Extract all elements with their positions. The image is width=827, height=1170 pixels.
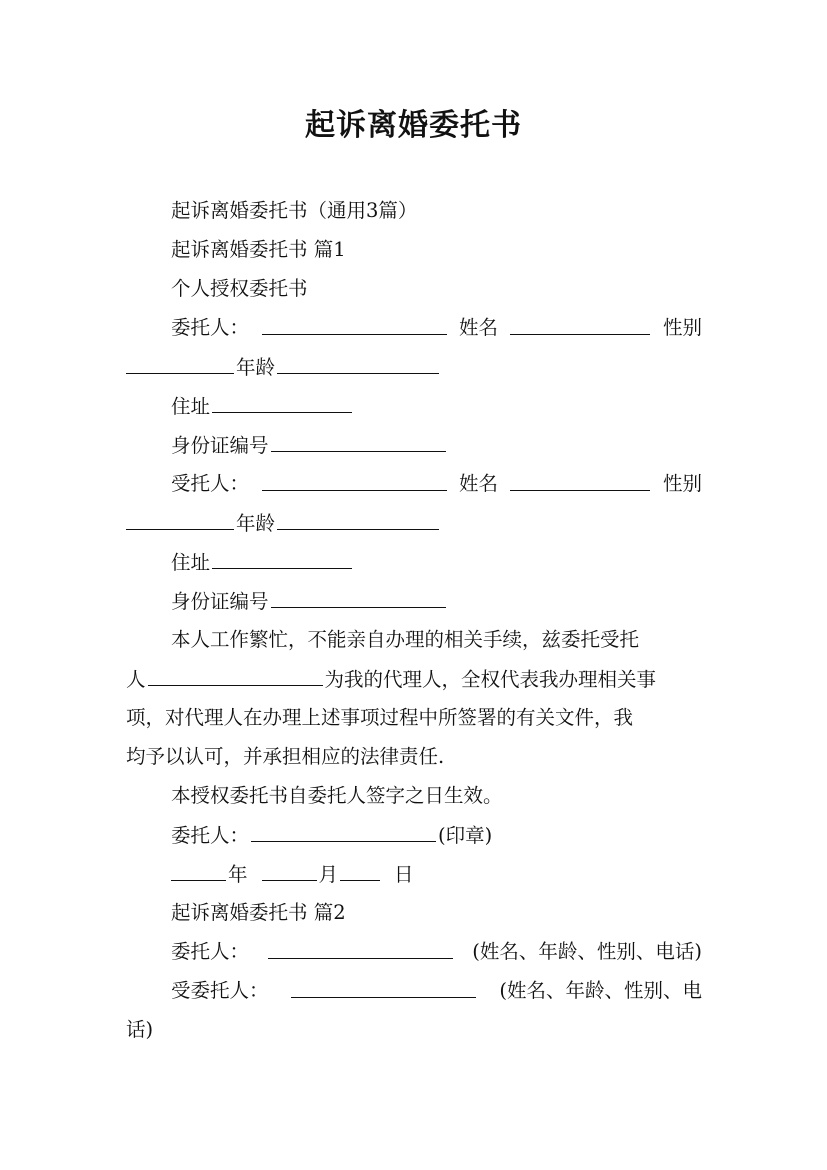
agent-label: 受托人：	[171, 472, 250, 495]
principal-label: 委托人：	[171, 316, 250, 339]
effective-text: 本授权委托书自委托人签字之日生效。	[171, 784, 503, 807]
agent-appoint-blank	[148, 664, 323, 686]
part2-heading: 起诉离婚委托书 篇2	[171, 901, 346, 924]
principal-gender-label: 性别	[662, 316, 702, 339]
date-line	[171, 859, 702, 890]
body-line-2	[126, 664, 702, 695]
agent-age-label: 年龄	[236, 512, 276, 535]
principal-address-blank	[212, 391, 352, 413]
subtitle: 起诉离婚委托书（通用3篇）	[171, 199, 418, 222]
agent-id-label: 身份证编号	[171, 590, 269, 613]
year-blank	[171, 859, 226, 881]
body-line-2-suffix: 为我的代理人，全权代表我办理相关事	[324, 668, 657, 691]
principal-address-line	[171, 391, 702, 422]
part2-agent-blank	[291, 976, 476, 998]
principal-gender-blank	[126, 352, 234, 374]
form-title: 个人授权委托书	[171, 277, 308, 300]
part2-principal-label: 委托人：	[171, 940, 250, 963]
principal-name-blank	[510, 313, 650, 335]
principal-name-label: 姓名	[458, 316, 498, 339]
page-title: 起诉离婚委托书	[305, 108, 522, 143]
agent-line	[171, 469, 702, 499]
body-line-2-prefix: 人	[126, 668, 146, 691]
agent-name-label: 姓名	[458, 472, 498, 495]
part2-agent-note: (姓名、年龄、性别、电	[499, 979, 702, 1002]
agent-age-line	[126, 508, 702, 539]
sign-blank	[251, 820, 436, 842]
principal-address-label: 住址	[171, 395, 211, 418]
part2-principal-line	[171, 937, 702, 967]
month-blank	[262, 859, 317, 881]
part2-agent-label: 受委托人：	[171, 979, 269, 1002]
day-blank	[340, 859, 380, 881]
principal-id-blank	[271, 430, 446, 452]
agent-address-line	[171, 547, 702, 578]
body-line-3: 项，对代理人在办理上述事项过程中所签署的有关文件，我	[126, 706, 634, 729]
principal-age-label: 年龄	[236, 356, 276, 379]
month-label: 月	[318, 863, 339, 886]
body-line-1: 本人工作繁忙，不能亲自办理的相关手续，兹委托受托	[171, 628, 640, 651]
agent-name-blank	[510, 469, 650, 491]
part2-agent-line	[171, 976, 702, 1006]
year-label: 年	[228, 863, 248, 886]
day-label: 日	[394, 863, 414, 886]
principal-blank	[262, 313, 447, 335]
seal-text: (印章)	[438, 824, 493, 847]
principal-age-blank	[277, 352, 439, 374]
signature-line	[171, 820, 702, 851]
sign-label: 委托人：	[171, 824, 250, 847]
body-line-4: 均予以认可，并承担相应的法律责任.	[126, 745, 445, 768]
agent-id-blank	[271, 586, 446, 608]
agent-address-label: 住址	[171, 551, 211, 574]
part2-principal-note: (姓名、年龄、性别、电话)	[472, 940, 702, 963]
part2-principal-blank	[268, 937, 453, 959]
part1-heading: 起诉离婚委托书 篇1	[171, 238, 346, 261]
agent-address-blank	[212, 547, 352, 569]
agent-gender-label: 性别	[662, 472, 702, 495]
principal-age-line	[126, 352, 702, 383]
principal-id-label: 身份证编号	[171, 434, 269, 457]
agent-id-line	[171, 586, 702, 617]
principal-line	[171, 313, 702, 343]
agent-blank	[262, 469, 447, 491]
part2-agent-note-cont: 话)	[126, 1018, 154, 1041]
agent-age-blank	[277, 508, 439, 530]
agent-gender-blank	[126, 508, 234, 530]
principal-id-line	[171, 430, 702, 461]
